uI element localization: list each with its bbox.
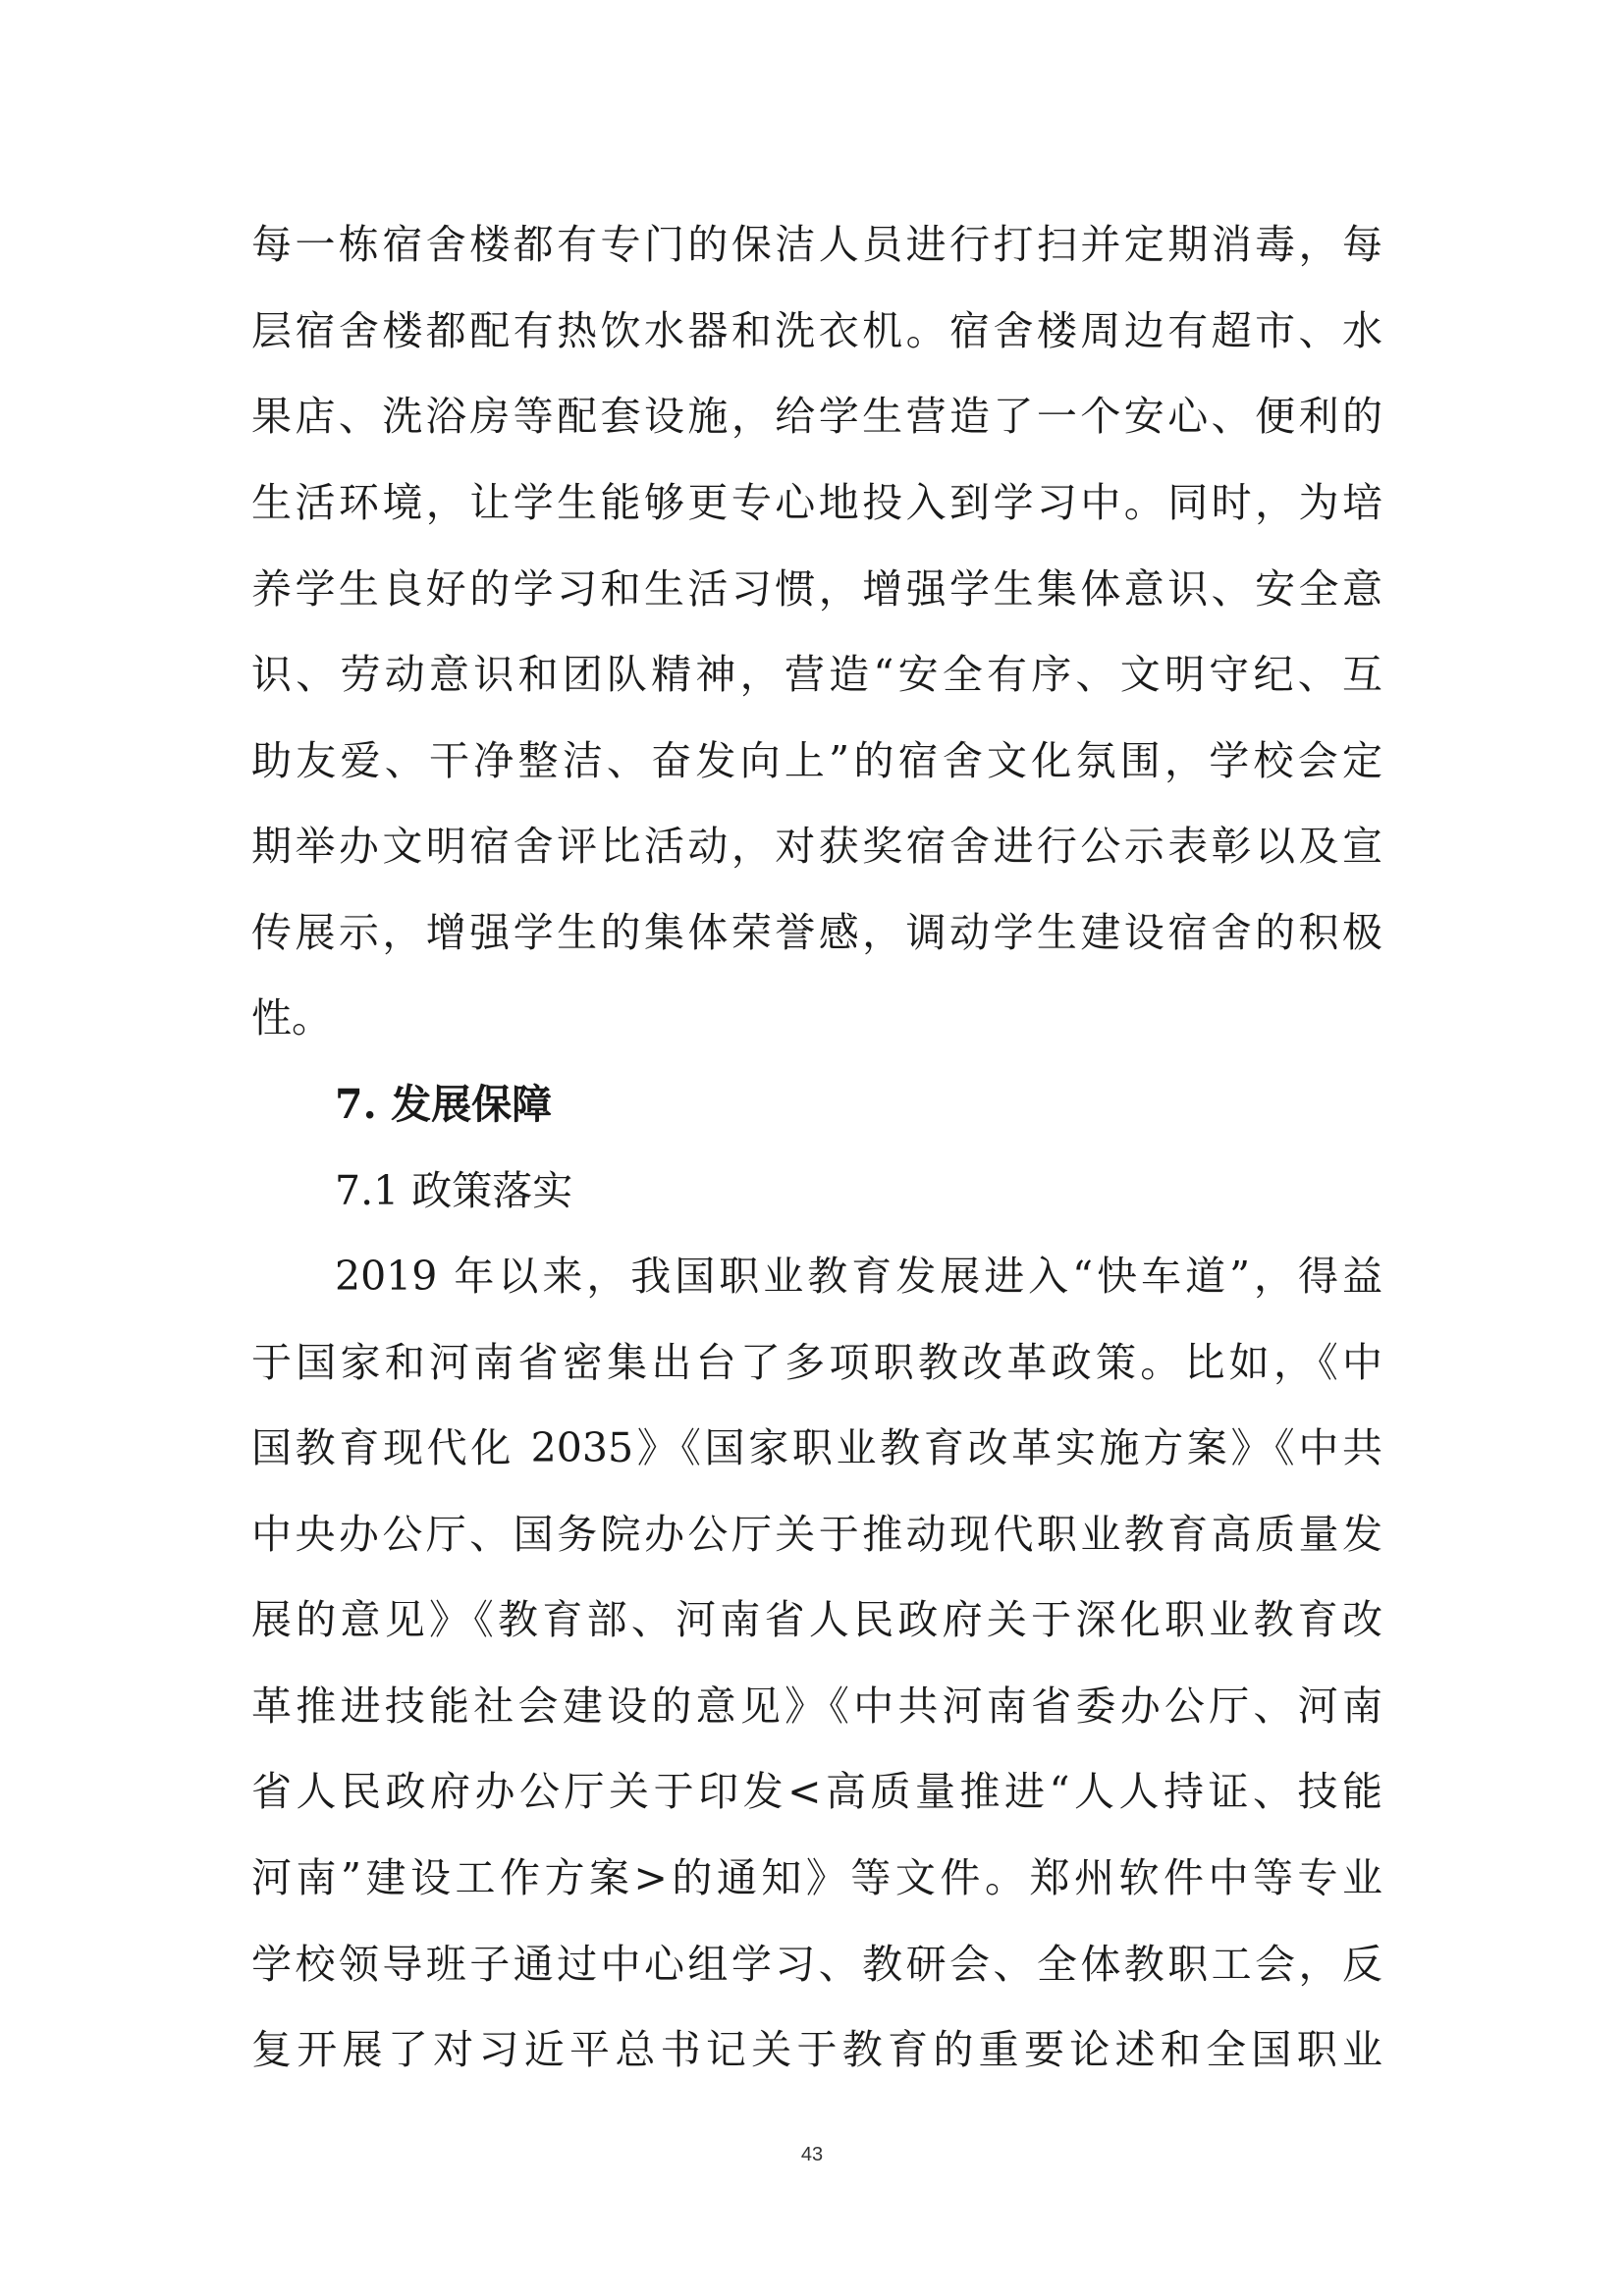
- section-heading: 7. 发展保障: [335, 1081, 553, 1128]
- text-line: 省人民政府办公厅关于印发<高质量推进“人人持证、技能: [251, 1768, 1382, 1815]
- text-line: 革推进技能社会建设的意见》《中共河南省委办公厅、河南: [251, 1682, 1382, 1730]
- subsection-heading: 7.1 政策落实: [335, 1167, 573, 1214]
- text-line: 期举办文明宿舍评比活动，对获奖宿舍进行公示表彰以及宣: [251, 823, 1382, 870]
- text-line: 2019 年以来，我国职业教育发展进入“快车道”，得益: [335, 1253, 1382, 1300]
- text-line: 复开展了对习近平总书记关于教育的重要论述和全国职业: [251, 2026, 1382, 2073]
- text-line: 传展示，增强学生的集体荣誉感，调动学生建设宿舍的积极: [251, 909, 1382, 956]
- text-line: 果店、洗浴房等配套设施，给学生营造了一个安心、便利的: [251, 393, 1382, 440]
- text-line: 性。: [251, 994, 332, 1041]
- text-line: 层宿舍楼都配有热饮水器和洗衣机。宿舍楼周边有超市、水: [251, 307, 1382, 354]
- text-line: 养学生良好的学习和生活习惯，增强学生集体意识、安全意: [251, 565, 1382, 613]
- text-line: 中央办公厅、国务院办公厅关于推动现代职业教育高质量发: [251, 1511, 1382, 1558]
- text-line: 识、劳动意识和团队精神，营造“安全有序、文明守纪、互: [251, 651, 1382, 698]
- text-line: 生活环境，让学生能够更专心地投入到学习中。同时，为培: [251, 479, 1382, 526]
- text-line: 国教育现代化 2035》《国家职业教育改革实施方案》《中共: [251, 1424, 1382, 1471]
- text-line: 助友爱、干净整洁、奋发向上”的宿舍文化氛围，学校会定: [251, 737, 1382, 784]
- text-line: 展的意见》《教育部、河南省人民政府关于深化职业教育改: [251, 1596, 1382, 1643]
- text-line: 学校领导班子通过中心组学习、教研会、全体教职工会，反: [251, 1941, 1382, 1988]
- text-line: 于国家和河南省密集出台了多项职教改革政策。比如，《中: [251, 1339, 1382, 1386]
- page-number: 43: [800, 2144, 824, 2165]
- text-line: 河南”建设工作方案>的通知》等文件。郑州软件中等专业: [251, 1854, 1382, 1901]
- text-line: 每一栋宿舍楼都有专门的保洁人员进行打扫并定期消毒，每: [251, 221, 1382, 268]
